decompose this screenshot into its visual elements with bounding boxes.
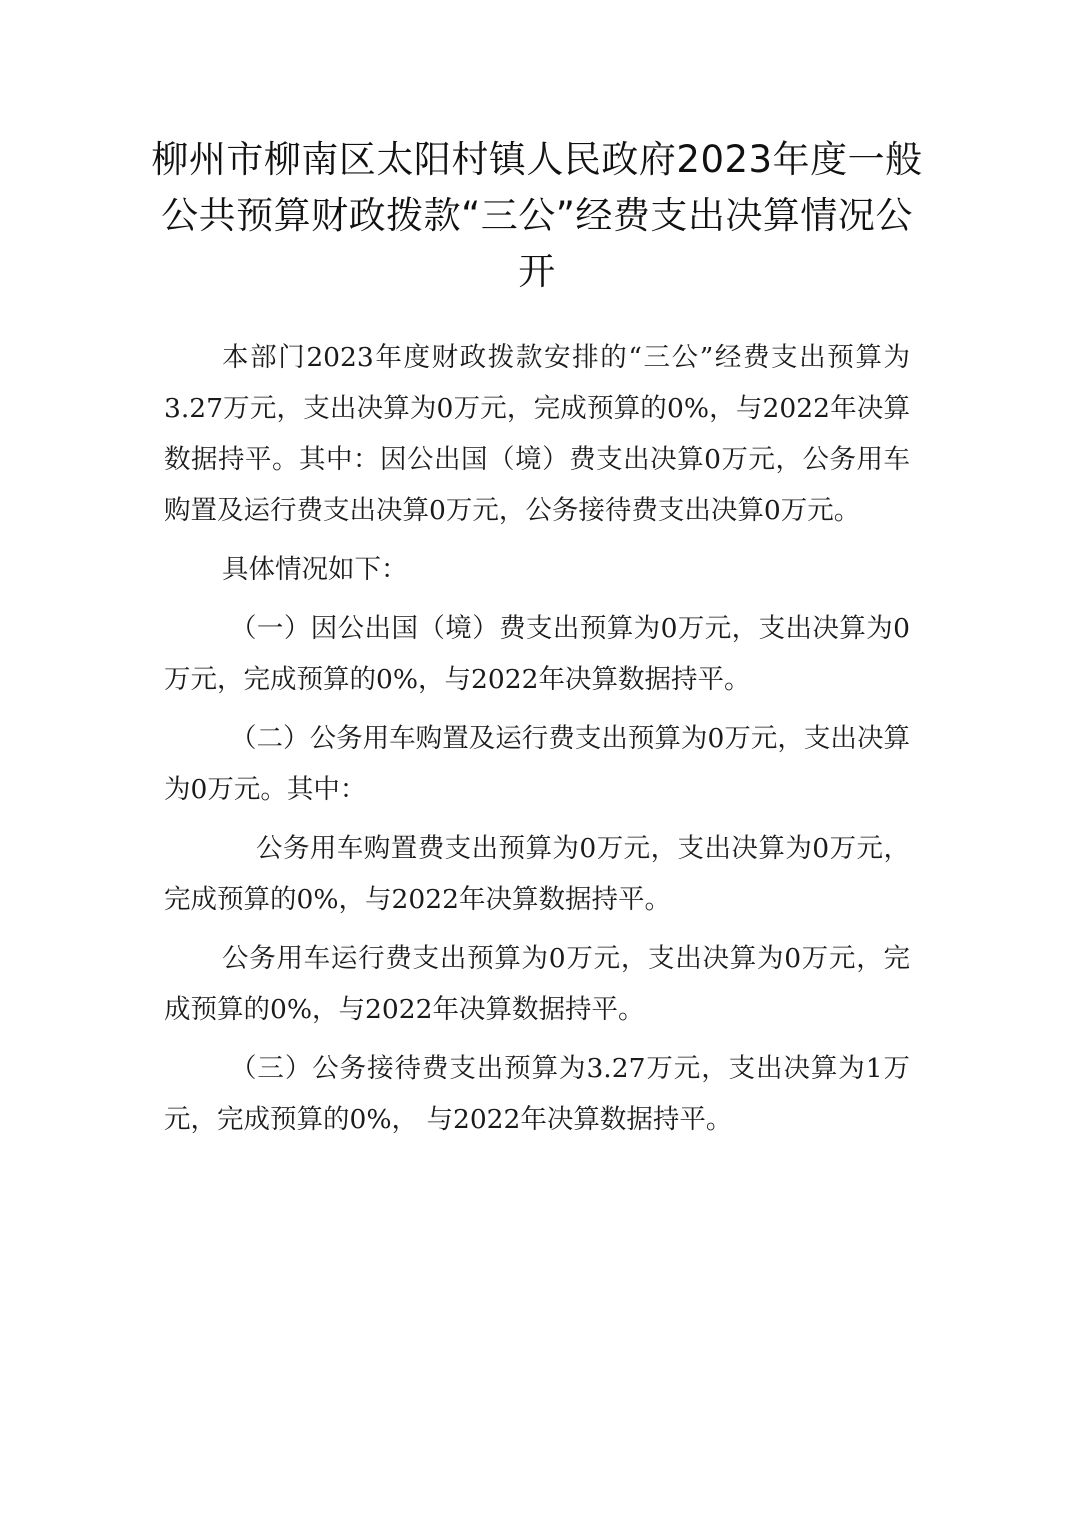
title-line-3: 开 (518, 250, 556, 293)
reception-expense-paragraph: （三）公务接待费支出预算为3.27万元，支出决算为1万元，完成预算的0%， 与2022年决算数据持平。 (164, 1053, 910, 1135)
vehicle-operation-paragraph: 公务用车运行费支出预算为0万元，支出决算为0万元，完成预算的0%，与2022年决算数据持平。 (164, 943, 910, 1025)
summary-paragraph: 本部门2023年度财政拨款安排的“三公”经费支出预算为3.27万元，支出决算为0万元，完成预算的0%，与2022年决算数据持平。其中：因公出国（境）费支出决算0万元，公务用车购置及运行费支出决算0万元，公务接待费支出决算0万元。 (164, 342, 910, 526)
vehicle-expense-paragraph: （二）公务用车购置及运行费支出预算为0万元，支出决算为0万元。其中： (164, 723, 910, 805)
details-intro-paragraph: 具体情况如下： (222, 554, 408, 585)
title-line-1: 柳州市柳南区太阳村镇人民政府2023年度一般 (151, 138, 923, 181)
title-line-2: 公共预算财政拨款“三公”经费支出决算情况公 (161, 194, 913, 237)
document-body (164, 332, 910, 1153)
overseas-expense-paragraph: （一）因公出国（境）费支出预算为0万元，支出决算为0万元，完成预算的0%，与2022年决算数据持平。 (164, 613, 910, 695)
vehicle-purchase-paragraph: 公务用车购置费支出预算为0万元，支出决算为0万元，完成预算的0%，与2022年决算数据持平。 (164, 833, 910, 915)
document-title (150, 132, 924, 300)
